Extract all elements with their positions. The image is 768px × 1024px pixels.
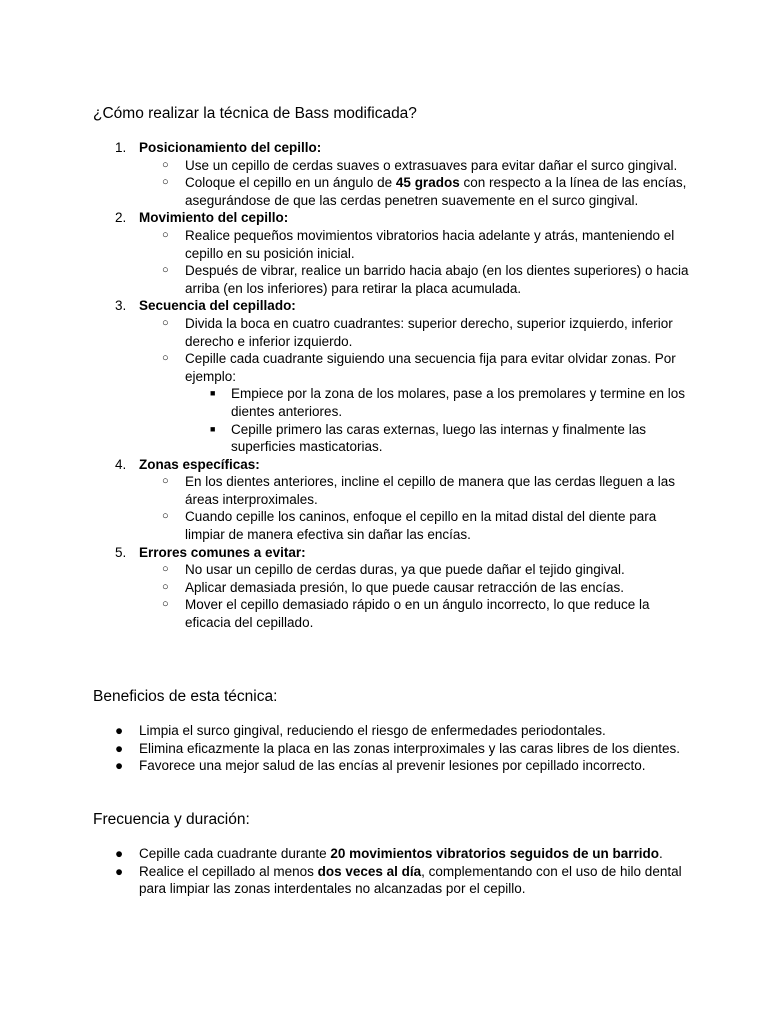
square-bullet-icon: ■ — [210, 388, 216, 399]
list-item-text: , complementando con el uso de hilo dental para limpiar las zonas interdentales no alcanzadas por el cepillo. — [139, 863, 682, 897]
benefits-list — [93, 722, 693, 775]
circle-bullet-icon: ○ — [162, 598, 169, 611]
list-item-text: Cepille cada cuadrante durante — [139, 846, 331, 861]
list-item — [93, 227, 693, 262]
list-item-text: Cuando cepille los caninos, enfoque el cepillo en la mitad distal del diente para limpiar de manera efectiva sin dañar las encías. — [185, 509, 657, 543]
step-title: Zonas específicas: — [139, 456, 260, 472]
circle-bullet-icon: ○ — [162, 158, 169, 171]
bullet-icon: ● — [115, 863, 124, 879]
frequency-list — [93, 845, 693, 898]
list-item-text: . — [658, 846, 663, 861]
list-item-text: Limpia el surco gingival, reduciendo el riesgo de enfermedades periodontales. — [139, 723, 606, 738]
step-4 — [93, 456, 693, 474]
list-item-text: Aplicar demasiada presión, lo que puede causar retracción de las encías. — [185, 579, 625, 595]
circle-bullet-icon: ○ — [162, 510, 169, 523]
benefits-heading: Beneficios de esta técnica: — [93, 688, 278, 705]
bullet-icon: ● — [115, 758, 124, 774]
list-item — [93, 722, 693, 740]
circle-bullet-icon: ○ — [162, 228, 169, 241]
list-item — [93, 845, 693, 863]
list-item-text: No usar un cepillo de cerdas duras, ya que puede dañar el tejido gingival. — [185, 562, 625, 578]
square-bullet-icon: ■ — [210, 423, 216, 434]
list-item-text: Elimina eficazmente la placa en las zonas interproximales y las caras libres de los dientes. — [139, 740, 681, 756]
page-title: ¿Cómo realizar la técnica de Bass modificada? — [93, 105, 417, 122]
list-item-text: Favorece una mejor salud de las encías al prevenir lesiones por cepillado incorrecto. — [139, 758, 646, 774]
circle-bullet-icon: ○ — [162, 176, 169, 189]
list-item — [93, 350, 693, 385]
circle-bullet-icon: ○ — [162, 580, 169, 593]
list-item — [93, 157, 693, 175]
bullet-icon: ● — [115, 846, 124, 861]
step-1 — [93, 139, 693, 157]
list-item — [93, 740, 693, 758]
step-title: Errores comunes a evitar: — [139, 544, 306, 560]
step-number: 2. — [115, 210, 127, 226]
circle-bullet-icon: ○ — [162, 563, 169, 576]
list-item — [93, 561, 693, 579]
circle-bullet-icon: ○ — [162, 316, 169, 329]
circle-bullet-icon: ○ — [162, 264, 169, 277]
list-item-text: Cepille cada cuadrante siguiendo una secuencia fija para evitar olvidar zonas. Por ejemplo: — [185, 351, 676, 384]
list-item-text: Coloque el cepillo en un ángulo de — [185, 175, 396, 191]
list-item-text: Realice el cepillado al menos — [139, 863, 318, 879]
steps-list — [93, 139, 693, 632]
list-item-text: Divida la boca en cuatro cuadrantes: superior derecho, superior izquierdo, inferior derecho e inferior izquierdo. — [185, 315, 673, 349]
list-item — [93, 421, 693, 456]
step-3 — [93, 297, 693, 315]
list-item — [93, 385, 693, 420]
circle-bullet-icon: ○ — [162, 475, 169, 488]
step-number: 1. — [115, 140, 127, 155]
list-item — [93, 262, 693, 297]
list-item — [93, 579, 693, 597]
emphasis-text: 20 movimientos vibratorios seguidos de un barrido — [330, 846, 659, 861]
list-item-text: Cepille primero las caras externas, luego las internas y finalmente las superficies masticatorias. — [231, 421, 646, 455]
list-item-text: con respecto a la línea de las encías, asegurándose de que las cerdas penetren suavemente en el surco gingival. — [185, 175, 687, 208]
step-number: 3. — [115, 298, 127, 314]
list-item-text: Después de vibrar, realice un barrido hacia abajo (en los dientes superiores) o hacia arriba (en los inferiores) para retirar la placa acumulada. — [185, 263, 689, 296]
step-title: Secuencia del cepillado: — [139, 298, 296, 314]
emphasis-text: 45 grados — [395, 175, 460, 191]
bullet-icon: ● — [115, 723, 124, 738]
list-item-text: Realice pequeños movimientos vibratorios hacia adelante y atrás, manteniendo el cepillo en su posición inicial. — [185, 227, 675, 261]
list-item-text: Use un cepillo de cerdas suaves o extrasuaves para evitar dañar el surco gingival. — [185, 157, 678, 173]
list-item-text: En los dientes anteriores, incline el cepillo de manera que las cerdas lleguen a las áreas interproximales. — [185, 474, 676, 507]
step-title: Posicionamiento del cepillo: — [139, 140, 322, 155]
list-item — [93, 757, 693, 775]
list-item — [93, 596, 693, 631]
bullet-icon: ● — [115, 740, 124, 756]
list-item — [93, 174, 693, 209]
list-item — [93, 473, 693, 508]
step-number: 4. — [115, 456, 127, 472]
step-title: Movimiento del cepillo: — [139, 210, 289, 226]
step-number: 5. — [115, 544, 127, 560]
circle-bullet-icon: ○ — [162, 352, 169, 365]
list-item-text: Mover el cepillo demasiado rápido o en un ángulo incorrecto, lo que reduce la eficacia del cepillado. — [185, 597, 650, 631]
list-item — [93, 315, 693, 350]
step-5 — [93, 544, 693, 562]
step-2 — [93, 209, 693, 227]
list-item — [93, 863, 693, 898]
emphasis-text: dos veces al día — [317, 863, 422, 879]
list-item-text: Empiece por la zona de los molares, pase a los premolares y termine en los dientes anteriores. — [231, 386, 685, 419]
frequency-heading: Frecuencia y duración: — [93, 811, 250, 828]
list-item — [93, 508, 693, 543]
